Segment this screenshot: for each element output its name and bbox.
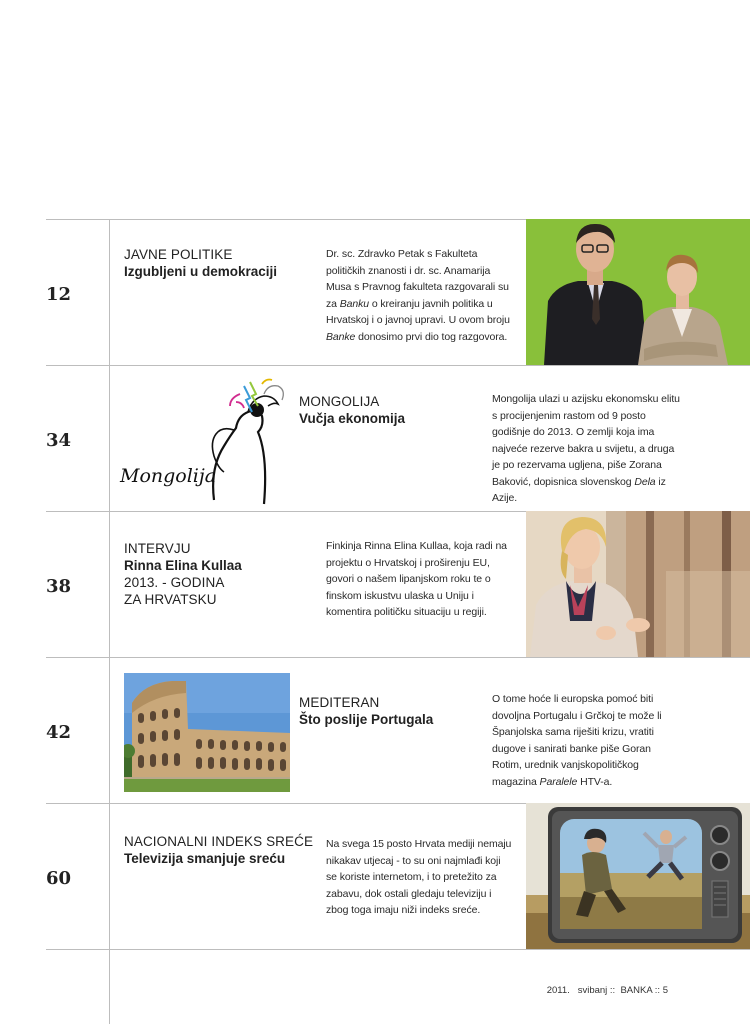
article-description: Finkinja Rinna Elina Kullaa, koja radi na projektu o Hrvatskoj i proširenju EU, govori o našem lipanjskom roku te o finskom iskustvu ulaska u Uniju i komentira političku situaciju u regiji. [326,540,507,618]
page-number-38[interactable]: 38 [46,576,72,597]
page-footer: 2011. svibanj :: BANKA :: 5 [546,985,668,996]
column-divider [109,219,110,1024]
row-divider-2 [46,365,750,366]
article-heading-nacionalni-indeks-srece[interactable] [124,833,313,867]
article-title: Izgubljeni u demokraciji [124,264,278,279]
article-subtitle-line1: 2013. - GODINA [124,575,225,590]
photo-two-people-green [526,219,750,365]
page-number-34[interactable]: 34 [46,430,72,451]
row-divider-4 [46,657,750,658]
mongolija-handwritten-label: Mongolija [120,465,217,487]
photo-retro-tv [526,803,750,949]
article-title: Vučja ekonomija [299,411,406,426]
page-number-60[interactable]: 60 [46,868,72,889]
article-description: Mongolija ulazi u azijsku ekonomsku elitu s procijenjenim rastom od 9 posto godišnje do 2013. O zemlji koja ima najveće rezerve bakra u svijetu, a druga je po rezervama ugljena, piše Zorana Baković, dopisnica slovenskog Dela iz Azije. [492,393,680,504]
page-number-12[interactable]: 12 [46,284,72,305]
article-description: Dr. sc. Zdravko Petak s Fakulteta političkih znanosti i dr. sc. Anamarija Musa s Pravnog fakulteta razgovarali su za Banku o kreiranju javnih politika u Hrvatskoj i o javnoj upravi. U ovom broju Banke donosimo prvi dio tog razgovora. [326,248,510,343]
article-title: Rinna Elina Kullaa [124,558,242,573]
article-description: Na svega 15 posto Hrvata mediji nemaju nikakav utjecaj - to su oni najmlađi koji se koriste internetom, i to pretežito za zabavu, dok ostali gledaju televiziju i zbog toga imaju niži indeks sreće. [326,838,512,916]
article-category: JAVNE POLITIKE [124,247,233,262]
article-category: MONGOLIJA [299,394,380,409]
article-description: O tome hoće li europska pomoć biti dovoljna Portugalu i Grčkoj te može li Španjolska sama riješiti krizu, vratiti dugove i sanirati banke piše Goran Rotim, urednik vanjskopolitičkog magazina Paralele HTV-a. [492,693,662,788]
row-divider-6 [46,949,750,950]
article-heading-mediteran[interactable] [299,694,433,728]
article-heading-mongolija[interactable] [299,393,405,427]
article-heading-intervju[interactable] [124,540,242,608]
article-category: INTERVJU [124,541,191,556]
photo-woman-interview [526,511,750,657]
page-number-42[interactable]: 42 [46,722,72,743]
article-title: Što poslije Portugala [299,712,434,727]
article-heading-javne-politike[interactable] [124,246,277,280]
photo-colosseum [124,673,290,792]
article-subtitle-line2: ZA HRVATSKU [124,592,217,607]
mongolia-wolf-illustration [118,372,293,508]
article-category: NACIONALNI INDEKS SREĆE [124,834,314,849]
article-title: Televizija smanjuje sreću [124,851,286,866]
article-category: MEDITERAN [299,695,380,710]
